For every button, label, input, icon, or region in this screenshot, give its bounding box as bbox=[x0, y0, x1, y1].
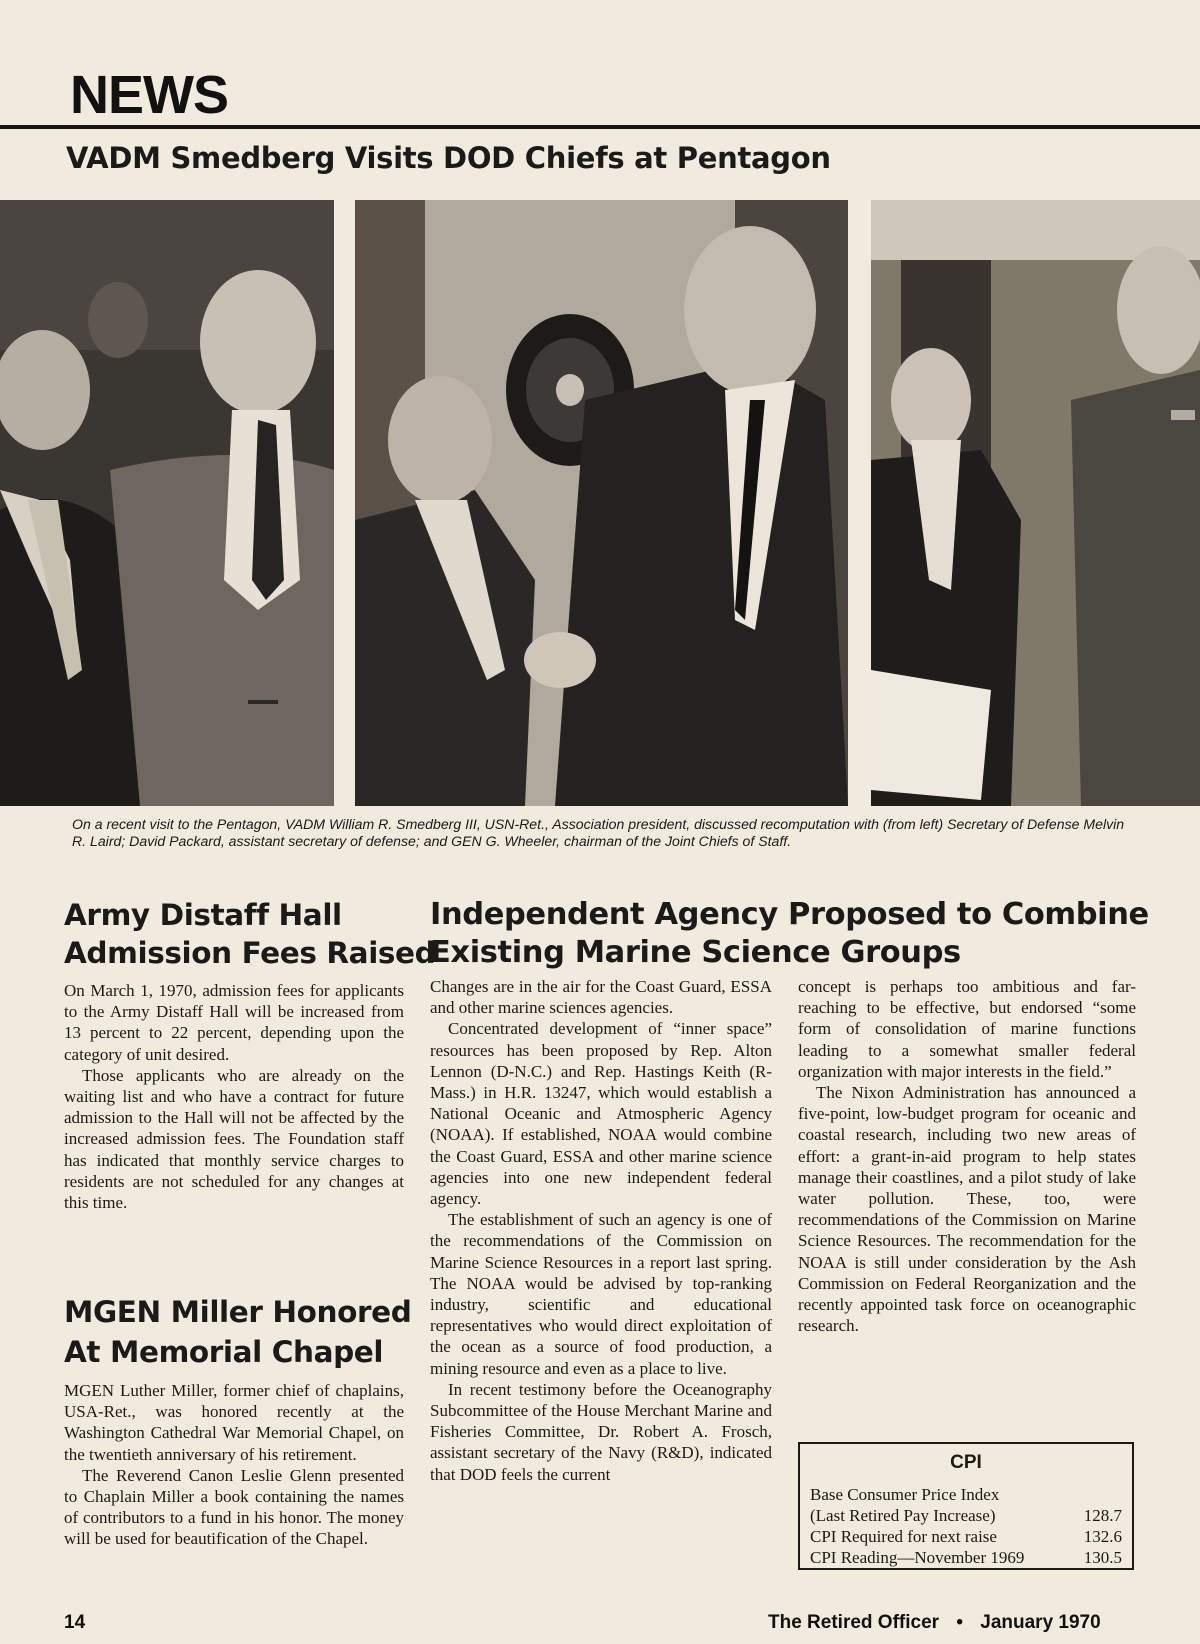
cpi-base-label: Base Consumer Price Index bbox=[810, 1485, 1000, 1504]
independent-agency-paragraph: The Nixon Administration has announced a five-point, low-budget program for oceanic and coastal research, including two new areas of effort: a grant-in-aid program to help states manage their coastlines, and a pilot study of lake water pollution. These, too, were recommendations of the Commission on Marine Science Resources. The recommendation for the NOAA is still under consideration by the Ash Commission on Federal Reorganization and the recently appointed task force on oceanographic research. bbox=[798, 1083, 1136, 1336]
army-distaff-headline-line: Admission Fees Raised bbox=[64, 936, 436, 970]
mgen-miller-paragraph: MGEN Luther Miller, former chief of chaplains, USA-Ret., was honored recently at the Washington Cathedral War Memorial Chapel, on the twentieth anniversary of his retirement. bbox=[64, 1381, 404, 1464]
section-label: NEWS bbox=[70, 65, 228, 125]
independent-agency-paragraph: In recent testimony before the Oceanography Subcommittee of the House Merchant Marine and Fisheries Committee, Dr. Robert A. Frosch, assistant secretary of the Navy (R&D), indicated that DOD feels the current bbox=[430, 1379, 772, 1484]
footer-separator: • bbox=[956, 1612, 963, 1633]
cpi-row bbox=[810, 1484, 1122, 1505]
photo-handshake-image bbox=[355, 200, 848, 806]
header-rule bbox=[0, 125, 1200, 129]
cpi-row bbox=[810, 1505, 1122, 1526]
cpi-required-value: 132.6 bbox=[1083, 1527, 1122, 1546]
independent-agency-column-1 bbox=[430, 976, 772, 1485]
independent-agency-column-2 bbox=[798, 976, 1136, 1336]
publication-name: The Retired Officer bbox=[768, 1612, 940, 1633]
cpi-reading-label: CPI Reading—November 1969 bbox=[810, 1548, 1025, 1567]
mgen-miller-headline-line: At Memorial Chapel bbox=[64, 1335, 384, 1369]
army-distaff-body bbox=[64, 980, 404, 1213]
photo-laird bbox=[0, 200, 334, 806]
mgen-miller-paragraph: The Reverend Canon Leslie Glenn presented to Chaplain Miller a book containing the names of contributors to a fund in his honor. The money will be used for beautification of the Chapel. bbox=[64, 1465, 404, 1549]
cpi-title: CPI bbox=[950, 1452, 982, 1473]
mgen-miller-headline-line: MGEN Miller Honored bbox=[64, 1295, 412, 1329]
independent-agency-headline-line: Independent Agency Proposed to Combine bbox=[430, 897, 1149, 932]
photo-caption: On a recent visit to the Pentagon, VADM William R. Smedberg III, USN-Ret., Association president, discussed recomputation with (from left) Secretary of Defense Melvin R. Laird; David Packard, assistant secretary of defense; and GEN G. Wheeler, chairman of the Joint Chiefs of Staff. bbox=[72, 816, 1125, 849]
running-footer bbox=[768, 1612, 1101, 1634]
cpi-last-increase-value: 128.7 bbox=[1083, 1506, 1122, 1525]
issue-date: January 1970 bbox=[980, 1612, 1101, 1633]
cpi-box bbox=[798, 1442, 1134, 1570]
mgen-miller-headline bbox=[64, 1292, 412, 1372]
independent-agency-paragraph: Changes are in the air for the Coast Guard, ESSA and other marine sciences agencies. bbox=[430, 977, 772, 1018]
independent-agency-paragraph: The establishment of such an agency is one of the recommendations of the Commission on Marine Science Resources in a report last spring. The NOAA would be advised by top-ranking industry, scientific and educational representatives who would direct exploitation of the ocean as a source of food production, a mining resource and even as a place to live. bbox=[430, 1210, 772, 1378]
page-number: 14 bbox=[64, 1612, 86, 1633]
photo-wheeler-image bbox=[871, 200, 1200, 806]
independent-agency-headline-line: Existing Marine Science Groups bbox=[430, 935, 961, 970]
photo-handshake bbox=[355, 200, 848, 806]
cpi-row bbox=[810, 1526, 1122, 1547]
independent-agency-paragraph: Concentrated development of “inner space” resources has been proposed by Rep. Alton Lennon (D-N.C.) and Rep. Hastings Keith (R-Mass.) in H.R. 13247, which would establish a National Oceanic and Atmospheric Agency (NOAA). If established, NOAA would combine the Coast Guard, ESSA and other marine science agencies into one new independent federal agency. bbox=[430, 1019, 772, 1209]
army-distaff-paragraph: On March 1, 1970, admission fees for applicants to the Army Distaff Hall will be increased from 13 percent to 22 percent, depending upon the category of unit desired. bbox=[64, 981, 404, 1064]
independent-agency-headline bbox=[430, 896, 1149, 972]
photo-wheeler bbox=[871, 200, 1200, 806]
army-distaff-paragraph: Those applicants who are already on the waiting list and who have a contract for future admission to the Hall will not be affected by the increased admission fees. The Foundation staff has indicated that monthly service charges to residents are not scheduled for any changes at this time. bbox=[64, 1065, 404, 1213]
independent-agency-paragraph: concept is perhaps too ambitious and far-reaching to be effective, but endorsed “some form of consolidation of marine functions leading to a somewhat smaller federal organization with major interests in the field.” bbox=[798, 977, 1136, 1081]
army-distaff-headline-line: Army Distaff Hall bbox=[64, 898, 342, 932]
army-distaff-headline bbox=[64, 896, 435, 972]
cpi-row bbox=[810, 1547, 1122, 1568]
cpi-reading-value: 130.5 bbox=[1083, 1548, 1122, 1567]
cpi-last-increase-label: (Last Retired Pay Increase) bbox=[810, 1506, 996, 1525]
mgen-miller-body bbox=[64, 1380, 404, 1550]
photo-laird-image bbox=[0, 200, 334, 806]
cpi-required-label: CPI Required for next raise bbox=[810, 1527, 997, 1546]
main-headline: VADM Smedberg Visits DOD Chiefs at Pentagon bbox=[66, 141, 831, 175]
